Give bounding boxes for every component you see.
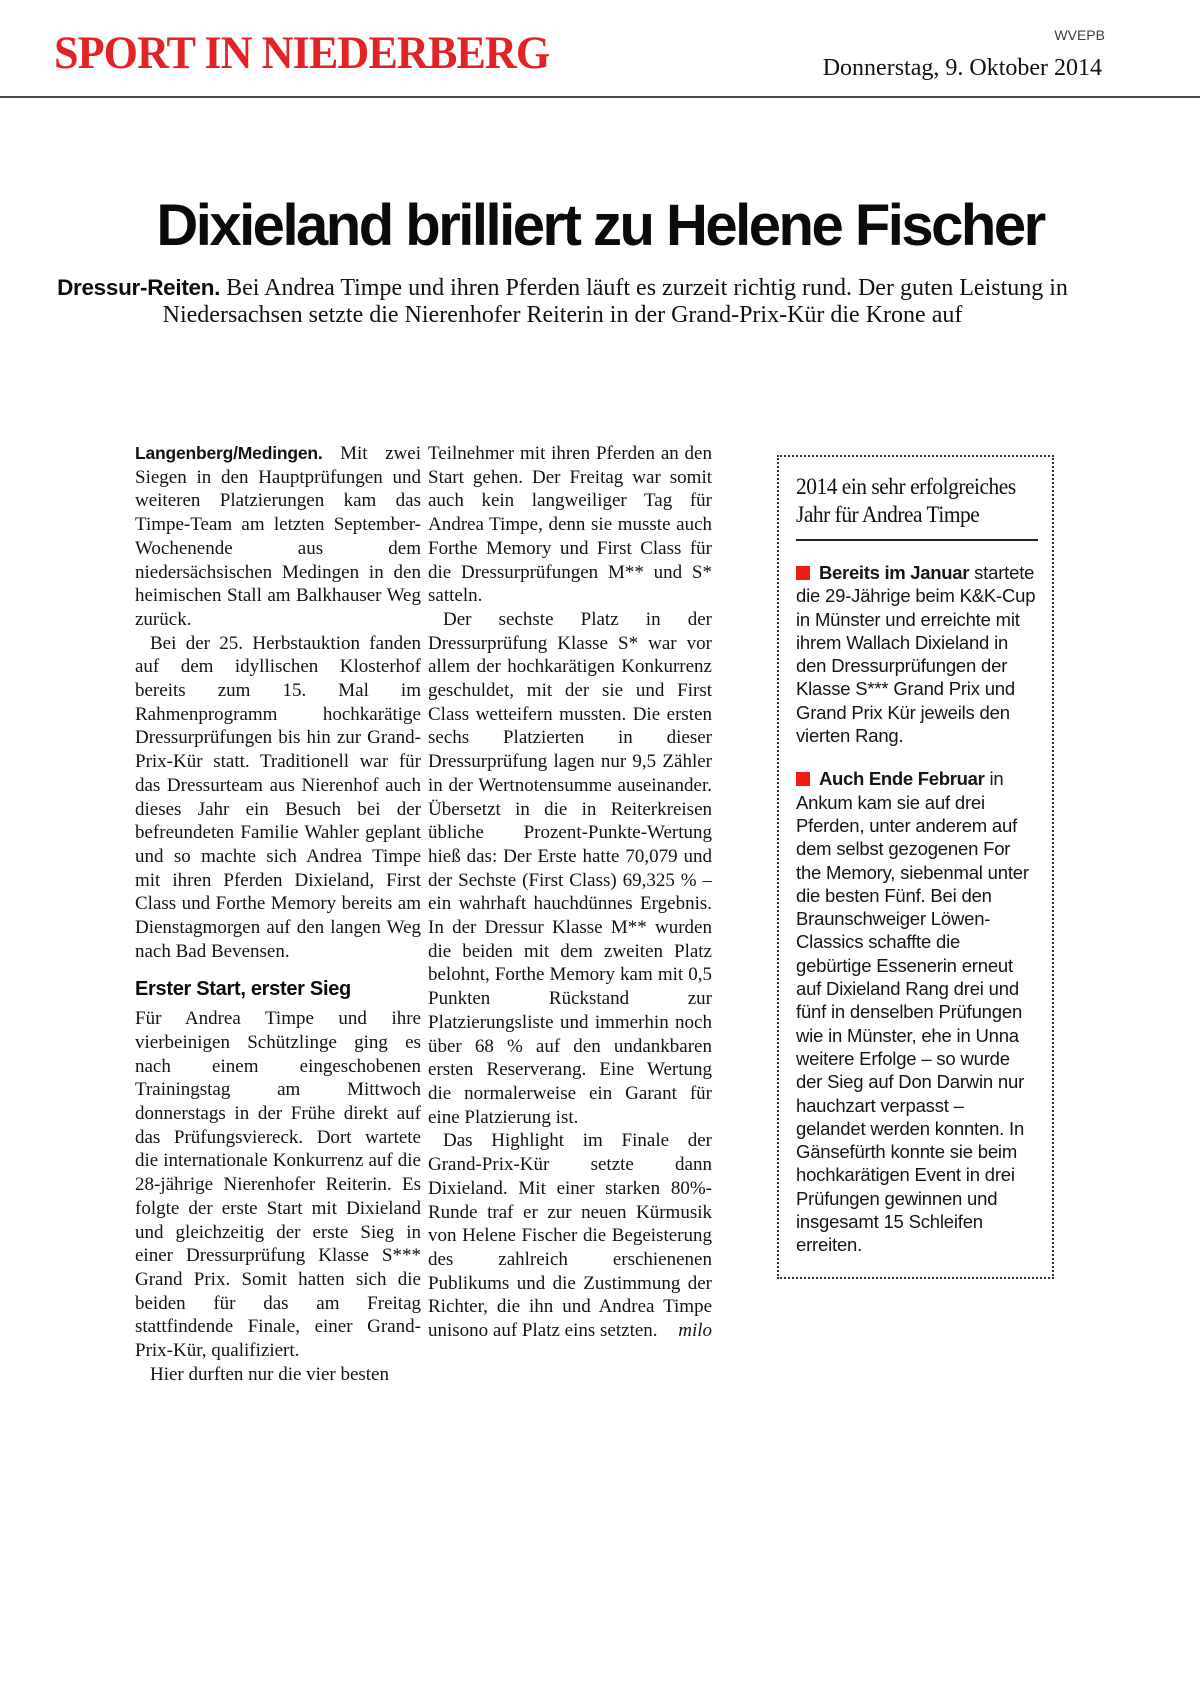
- info-item-lead: Bereits im Januar: [819, 562, 970, 583]
- info-item-text: startete die 29-Jährige beim K&K-Cup in Münster und erreichte mit ihrem Wallach Dixieland in den Dressurprüfungen der Klasse S*** Grand Prix und Grand Prix Kür jeweils den vierten Rang.: [796, 562, 1036, 747]
- author-byline: milo: [678, 1320, 712, 1342]
- article-headline: Dixieland brilliert zu Helene Fischer: [156, 193, 1044, 258]
- article-column-2: [428, 442, 712, 1343]
- info-box-title-divider: [796, 539, 1038, 541]
- info-box-title-line-2: Jahr für Andrea Timpe: [796, 502, 980, 527]
- info-box-title: [796, 473, 1021, 529]
- kicker: Dressur-Reiten.: [57, 275, 221, 300]
- paragraph: [428, 1129, 712, 1342]
- info-box: [777, 455, 1054, 1279]
- paragraph: Der sechste Platz in der Dressurprüfung Klasse S* war vor allem der hochkarätigen Konkurrenz geschuldet, mit der sie und First Class wetteifern mussten. Die ersten sechs Platzierten in dieser Dressurprüfung lagen nur 9,5 Zähler in der Wertnotensumme auseinander. Übersetzt in die in Reiterkreisen übliche Prozent-Punkte-Wertung hieß das: Der Erste hatte 70,079 und der Sechste (First Class) 69,325 % – ein wahrhaft hauchdünnes Ergebnis. In der Dressur Klasse M** wurden die beiden mit dem zweiten Platz belohnt, Forthe Memory kam mit 0,5 Punkten Rückstand zur Platzierungsliste und immerhin noch über 68 % auf den undankbaren ersten Reserverang. Eine Wertung die normalerweise ein Garant für eine Platzierung ist.: [428, 608, 712, 1128]
- paragraph: Teilnehmer mit ihren Pferden an den Start gehen. Der Freitag war somit auch kein langweiliger Tag für Andrea Timpe, denn sie musste auch Forthe Memory und First Class für die Dressurprüfungen M** und S* satteln.: [428, 443, 712, 607]
- info-box-item: [796, 767, 1038, 1256]
- column-subhead: Erster Start, erster Sieg: [135, 978, 351, 1001]
- issue-date: Donnerstag, 9. Oktober 2014: [822, 55, 1102, 81]
- paragraph: Bei der 25. Herbstauktion fanden auf dem idyllischen Klosterhof bereits zum 15. Mal im Rahmenprogramm hochkarätige Dressurprüfungen bis hin zur Grand-Prix-Kür statt. Traditionell war für das Dressurteam aus Nierenhof auch dieses Jahr ein Besuch bei der befreundeten Familie Wahler geplant und so machte sich Andrea Timpe mit ihren Pferden Dixieland, First Class und Forthe Memory bereits am Dienstagmorgen auf den langen Weg nach Bad Bevensen.: [135, 632, 421, 962]
- dateline-lead-in: Langenberg/Medingen.: [135, 443, 323, 463]
- red-square-bullet-icon: [796, 772, 810, 786]
- paragraph: Für Andrea Timpe und ihre vierbeinigen Schützlinge ging es nach einem eingeschobenen Trainingstag am Mittwoch donnerstags in der Frühe direkt auf das Prüfungsviereck. Dort wartete die internationale Konkurrenz auf die 28-jährige Nierenhofer Reiterin. Es folgte der erste Start mit Dixieland und gleichzeitig der erste Sieg in einer Dressurprüfung Klasse S*** Grand Prix. Somit hatten sich die beiden für das am Freitag stattfindende Finale, einer Grand-Prix-Kür, qualifiziert.: [135, 1008, 421, 1362]
- paragraph-text: Das Highlight im Finale der Grand-Prix-Kür setzte dann Dixieland. Mit einer starken 80%-Runde traf er zur neuen Kürmusik von Helene Fischer die Begeisterung des zahlreich erschienenen Publikums und die Zustimmung der Richter, die ihn und Andrea Timpe unisono auf Platz eins setzten.: [428, 1130, 712, 1342]
- paragraph: [135, 442, 421, 632]
- masthead-divider: [0, 96, 1200, 98]
- red-square-bullet-icon: [796, 566, 810, 580]
- article-standfirst: [25, 274, 1100, 329]
- article-column-1: [135, 442, 421, 1386]
- paragraph-text: Mit zwei Siegen in den Hauptprüfungen und weiteren Platzierungen kam das Timpe-Team am letzten September-Wochenende aus dem niedersächsischen Medingen in den heimischen Stall am Balkhauser Weg zurück.: [135, 443, 421, 630]
- info-box-item: [796, 561, 1038, 747]
- paragraph: Hier durften nur die vier besten: [150, 1363, 389, 1385]
- info-item-text: in Ankum kam sie auf drei Pferden, unter anderem auf dem selbst gezogenen For the Memory, siebenmal unter die besten Fünf. Bei den Braunschweiger Löwen-Classics schaffte die gebürtige Essenerin erneut auf Dixieland Rang drei und fünf in denselben Prüfungen wie in Münster, ehe in Unna weitere Erfolge – so wurde der Sieg auf Don Darwin nur hauchzart verpasst – gelandet werden konnten. In Gänsefürth konnte sie beim hochkarätigen Event in drei Prüfungen gewinnen und insgesamt 15 Schleifen erreiten.: [796, 768, 1029, 1256]
- section-title: SPORT IN NIEDERBERG: [54, 27, 550, 79]
- info-item-lead: Auch Ende Februar: [819, 768, 985, 790]
- press-code: WVEPB: [1054, 27, 1105, 43]
- standfirst-text: Bei Andrea Timpe und ihren Pferden läuft es zurzeit richtig rund. Der guten Leistung in Niedersachsen setzte die Nierenhofer Reiterin in der Grand-Prix-Kür die Krone auf: [162, 275, 1068, 328]
- info-box-title-line-1: 2014 ein sehr erfolgreiches: [796, 474, 1016, 499]
